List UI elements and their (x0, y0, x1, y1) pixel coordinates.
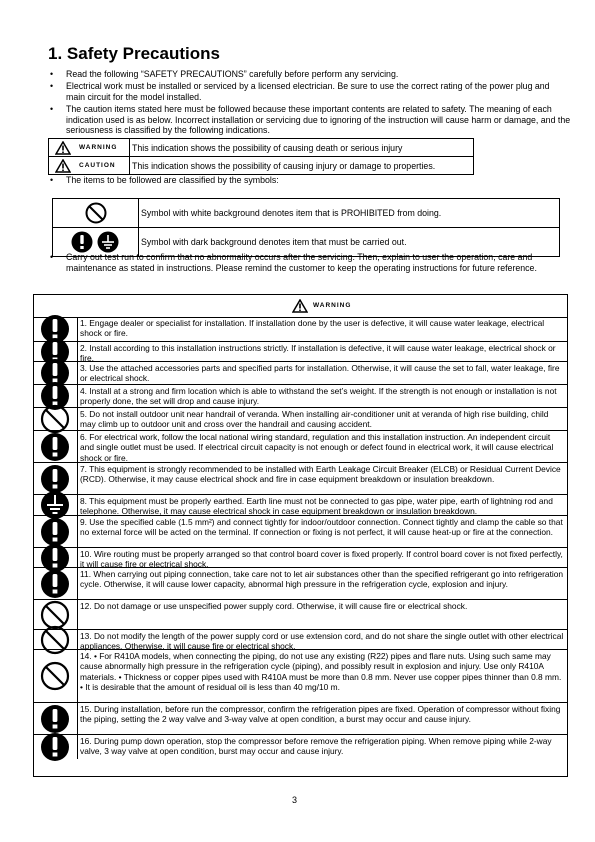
bullet-symbols: • The items to be followed are classified by the symbols: (50, 175, 570, 186)
warning-row (34, 568, 567, 600)
warning-row-text: 2. Install according to this installation instructions strictly. If installation is defective, it will cause water leakage, electrical shock or fire. (80, 343, 556, 364)
bullet-caution-items: • The caution items stated here must be followed because these important contents are related to safety. The meaning of each indication used is as below. Incorrect installation or servicing due to ignoring of the instruction will cause harm or damage, and the seriousness is classified by the following indications. (50, 104, 571, 136)
bullet-text: Read the following “SAFETY PRECAUTIONS” carefully before perform any servicing. (66, 69, 399, 79)
symbol-icon-cell (53, 199, 139, 228)
bullet-test-run: • Carry out test run to confirm that no abnormality occurs after the servicing. Then, explain to user the operation, care and maintenance as stated in instructions. Please remind the customer to keep the operating instructions for future reference. (50, 252, 572, 273)
signal-label: CAUTION (79, 162, 116, 169)
symbol-desc: Symbol with white background denotes item that is PROHIBITED from doing. (139, 199, 560, 228)
warning-row (34, 600, 567, 630)
symbols-table (52, 198, 560, 257)
signal-row-warning (49, 139, 474, 157)
prohibited-icon (40, 661, 70, 691)
signal-icon-cell (49, 139, 130, 157)
warning-row-text: 5. Do not install outdoor unit near handrail of veranda. When installing air-conditioner unit at veranda of high rise building, child may climb up to outdoor unit and cross over the handrail and causing accident. (80, 409, 549, 430)
signal-icon-cell (49, 157, 130, 175)
warning-triangle-icon (292, 299, 308, 313)
warning-row (34, 385, 567, 408)
warning-row-icon-cell (34, 630, 78, 649)
bullet-read: • Read the following “SAFETY PRECAUTIONS” carefully before perform any servicing. (50, 69, 570, 80)
mandatory-icon (40, 704, 70, 734)
warning-row (34, 431, 567, 463)
warning-row-text: 9. Use the specified cable (1.5 mm²) and connect tightly for indoor/outdoor connection. Connect tightly and clamp the cable so that no external force will be acted on the terminal. If connection or fixing is not perfect, it will cause heat-up or fire at the connection. (80, 517, 563, 538)
warning-triangle-icon (55, 141, 71, 155)
signal-row-caution (49, 157, 474, 175)
warning-row (34, 463, 567, 495)
prohibited-icon (85, 202, 107, 224)
symbol-row-prohibited (53, 199, 560, 228)
bullet-text: Electrical work must be installed or serviced by a licensed electrician. Be sure to use the correct rating of the power plug and main circuit for the model installed. (66, 81, 550, 102)
mandatory-icon (71, 231, 93, 253)
bullet-electrical: • Electrical work must be installed or serviced by a licensed electrician. Be sure to use the correct rating of the power plug and main circuit for the model installed. (50, 81, 570, 102)
warning-row-text: 14. • For R410A models, when connecting the piping, do not use any existing (R22) pipes and flare nuts. Using such same may cause abnormally high pressure in the refrigeration cycle (piping), and possibly result in explosion and injury. Use only R410A materials. • Thickness or copper pipes used with R410A must be more than 0.8 mm. Never use copper pipes thinner than 0.8 mm. • It is desirable that the amount of residual oil is less than 40 mg/10 m. (80, 651, 562, 692)
page-number: 3 (292, 795, 298, 805)
warning-row-text: 15. During installation, before run the compressor, confirm the refrigeration pipes are fixed. Operation of compressor without fixing the piping, setting the 2 way valve and 3-way valve at open condition, a burst may occur and cause injury. (80, 704, 561, 725)
warning-row-text: 7. This equipment is strongly recommended to be installed with Earth Leakage Circuit Breaker (ELCB) or Residual Current Device (RCD). Otherwise, it may cause electrical shock and fire in case equipment breakdown or insulation breakdown. (80, 464, 561, 485)
mandatory-icon (40, 569, 70, 599)
warning-header (34, 295, 567, 318)
warning-row (34, 516, 567, 548)
warning-row-icon-cell (34, 703, 78, 734)
caution-triangle-icon (55, 159, 71, 173)
warning-row-icon-cell (34, 408, 78, 430)
signal-desc: This indication shows the possibility of causing death or serious injury (130, 139, 474, 157)
warning-row-text: 12. Do not damage or use unspecified power supply cord. Otherwise, it will cause fire or electrical shock. (80, 601, 468, 611)
warning-row (34, 408, 567, 431)
warning-row (34, 362, 567, 385)
prohibited-icon (40, 404, 70, 434)
signal-desc: This indication shows the possibility of causing injury or damage to properties. (130, 157, 474, 175)
warning-row-text: 1. Engage dealer or specialist for installation. If installation done by the user is defective, it will cause water leakage, electrical shock or fire. (80, 318, 545, 339)
mandatory-icon (40, 432, 70, 462)
warning-row-icon-cell (34, 735, 78, 759)
mandatory-icon (40, 464, 70, 494)
warning-row-text: 4. Install at a strong and firm location which is able to withstand the set’s weight. If the strength is not enough or installation is not properly done, the set will drop and cause injury. (80, 386, 557, 407)
warning-row-text: 11. When carrying out piping connection, take care not to let air substances other than the specified refrigerant go into refrigeration cycle. Otherwise, it will cause lower capacity, abnormal high pressure in the refrigeration cycle, explosion and injury. (80, 569, 564, 590)
warning-row (34, 342, 567, 362)
warning-row (34, 630, 567, 650)
warning-header-label: WARNING (313, 302, 352, 309)
bullet-text: The items to be followed are classified by the symbols: (66, 175, 279, 185)
warning-row (34, 495, 567, 516)
warning-row (34, 548, 567, 568)
signal-label: WARNING (79, 144, 118, 151)
warning-row-text: 16. During pump down operation, stop the compressor before remove the refrigeration piping. When remove piping while 2-way valve, 3 way valve at open condition, burst may occur and cause injury. (80, 736, 552, 757)
warning-row-icon-cell (34, 650, 78, 702)
warning-row-icon-cell (34, 548, 78, 567)
warning-row (34, 650, 567, 703)
warning-row-text: 10. Wire routing must be properly arranged so that control board cover is fixed properly. If control board cover is not fixed perfectly, it will cause fire or electrical shock. (80, 549, 563, 570)
warning-row (34, 703, 567, 735)
page-title: 1. Safety Precautions (48, 44, 220, 63)
warning-row-text: 13. Do not modify the length of the power supply cord or use extension cord, and do not share the single outlet with other electrical appliances. Otherwise, it will cause fire or electrical shock. (80, 631, 564, 652)
warning-table (33, 294, 568, 777)
signal-word-table (48, 138, 474, 175)
symbol-desc: Symbol with dark background denotes item that must be carried out. (139, 228, 560, 257)
warning-row-text: 8. This equipment must be properly earthed. Earth line must not be connected to gas pipe, water pipe, earth of lightning rod and telephone. Otherwise, it may cause electrical shock in case equipment breakdown or insulation breakdown. (80, 496, 553, 517)
earth-icon (97, 231, 119, 253)
warning-row-text: 6. For electrical work, follow the local national wiring standard, regulation and this installation instruction. An independent circuit and single outlet must be used. If electrical circuit capacity is not enough or defect found in electrical work, it will cause electrical shock or fire. (80, 432, 554, 463)
warning-row-icon-cell (34, 495, 78, 515)
bullet-text: The caution items stated here must be followed because these important contents are related to safety. The meaning of each indication used is as below. Incorrect installation or servicing due to ignoring of the instruction will cause harm or damage, and the seriousness is classified by the following indications. (66, 104, 571, 136)
bullet-text: Carry out test run to confirm that no abnormality occurs after the servicing. Then, explain to user the operation, care and maintenance as stated in instructions. Please remind the customer to keep the operating instructions for future reference. (66, 252, 537, 273)
warning-row (34, 735, 567, 759)
warning-row-text: 3. Use the attached accessories parts and specified parts for installation. Otherwise, it will cause the set to fall, water leakage, fire or electrical shock. (80, 363, 560, 384)
warning-row (34, 317, 567, 342)
mandatory-icon (40, 732, 70, 762)
warning-row-icon-cell (34, 568, 78, 599)
warning-row-icon-cell (34, 431, 78, 462)
